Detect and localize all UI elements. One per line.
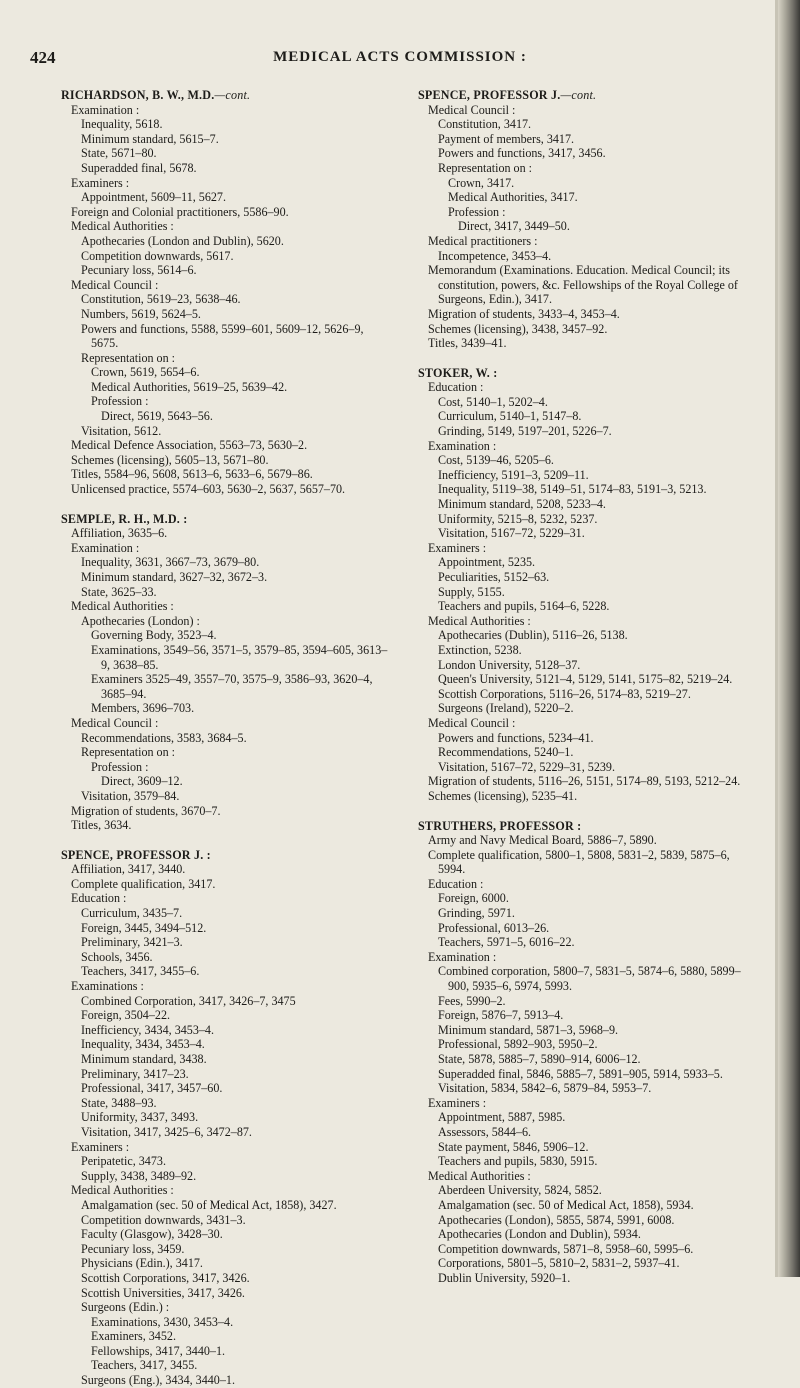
index-subentry: Combined Corporation, 3417, 3426–7, 3475 — [81, 993, 296, 1008]
index-subentry: Teachers and pupils, 5164–6, 5228. — [438, 599, 610, 614]
continued-mark: —cont. — [214, 88, 251, 102]
index-subentry: State, 5671–80. — [81, 146, 157, 161]
index-subentry: Uniformity, 5215–8, 5232, 5237. — [438, 511, 598, 526]
index-subentry: Surgeons (Ireland), 5220–2. — [438, 701, 574, 716]
entry-name: SPENCE, PROFESSOR J. — [418, 88, 561, 102]
index-subentry: Examinations : — [71, 979, 144, 994]
index-entry — [418, 819, 758, 1286]
index-subentry: Representation on : — [81, 745, 176, 760]
index-subentry: Payment of members, 3417. — [438, 131, 575, 146]
index-subentry: Schools, 3456. — [81, 949, 153, 964]
index-subentry: Affiliation, 3635–6. — [71, 526, 168, 541]
index-subentry: Surgeons (Edin.) : — [81, 1300, 170, 1315]
index-subentry: Extinction, 5238. — [438, 642, 522, 657]
entry-heading — [418, 88, 758, 103]
index-subentry: Crown, 3417. — [448, 175, 515, 190]
index-subentry: Examinations, 3549–56, 3571–5, 3579–85, 3594–605, 3613–9, 3638–85. — [91, 642, 388, 672]
index-subentry: Professional, 6013–26. — [438, 920, 550, 935]
index-subentry: Medical Authorities, 5619–25, 5639–42. — [91, 379, 288, 394]
index-subentry: Schemes (licensing), 5605–13, 5671–80. — [71, 452, 269, 467]
entry-heading — [61, 512, 393, 527]
index-subentry: Minimum standard, 5615–7. — [81, 131, 219, 146]
index-subentry: Apothecaries (London and Dublin), 5620. — [81, 233, 284, 248]
index-subentry: Recommendations, 5240–1. — [438, 745, 574, 760]
index-subentry: Pecuniary loss, 3459. — [81, 1241, 185, 1256]
index-subentry: Inequality, 3631, 3667–73, 3679–80. — [81, 555, 260, 570]
index-subentry: Cost, 5140–1, 5202–4. — [438, 394, 548, 409]
index-subentry: Scottish Universities, 3417, 3426. — [81, 1285, 245, 1300]
index-subentry: Appointment, 5235. — [438, 555, 536, 570]
index-subentry: Visitation, 5834, 5842–6, 5879–84, 5953–7. — [438, 1081, 652, 1096]
index-subentry: Titles, 3634. — [71, 818, 132, 833]
index-subentry: Superadded final, 5846, 5885–7, 5891–905, 5914, 5933–5. — [438, 1066, 723, 1081]
index-subentry: Profession : — [91, 759, 149, 774]
index-subentry: Medical practitioners : — [428, 233, 538, 248]
index-subentry: Minimum standard, 5208, 5233–4. — [438, 497, 606, 512]
index-subentry: Education : — [428, 380, 484, 395]
index-subentry: Minimum standard, 3627–32, 3672–3. — [81, 570, 268, 584]
index-subentry: Teachers, 5971–5, 6016–22. — [438, 935, 575, 950]
index-subentry: Medical Authorities, 3417. — [448, 190, 578, 205]
index-subentry: Faculty (Glasgow), 3428–30. — [81, 1227, 223, 1242]
index-subentry: Incompetence, 3453–4. — [438, 248, 552, 263]
index-subentry: Powers and functions, 5588, 5599–601, 5609–12, 5626–9, 5675. — [81, 321, 364, 351]
index-subentry: Examiners : — [428, 540, 487, 555]
index-subentry: Peripatetic, 3473. — [81, 1154, 166, 1169]
index-subentry: Peculiarities, 5152–63. — [438, 570, 550, 584]
entry-heading — [418, 366, 758, 381]
index-subentry: Combined corporation, 5800–7, 5831–5, 5874–6, 5880, 5899–900, 5935–6, 5974, 5993. — [438, 964, 741, 994]
index-subentry: Examiners 3525–49, 3557–70, 3575–9, 3586–93, 3620–4, 3685–94. — [91, 672, 373, 701]
index-subentry: Physicians (Edin.), 3417. — [81, 1256, 203, 1271]
index-subentry: Memorandum (Examinations. Education. Medical Council; its constitution, powers, &c. Fellowships of the Royal College of Surgeons, Edin.), 3417. — [428, 263, 738, 307]
index-subentry: Medical Authorities : — [71, 219, 174, 234]
index-subentry: Professional, 5892–903, 5950–2. — [438, 1037, 598, 1052]
index-subentry: Complete qualification, 5800–1, 5808, 5831–2, 5839, 5875–6, 5994. — [428, 847, 730, 877]
index-subentry: Medical Defence Association, 5563–73, 5630–2. — [71, 438, 308, 453]
index-subentry: Preliminary, 3417–23. — [81, 1066, 189, 1081]
index-subentry: Foreign, 3445, 3494–512. — [81, 920, 207, 935]
index-subentry: Visitation, 5612. — [81, 423, 162, 438]
index-subentry: Medical Authorities : — [428, 613, 531, 628]
index-subentry: State, 3625–33. — [81, 584, 157, 599]
index-subentry: Recommendations, 3583, 3684–5. — [81, 730, 247, 745]
index-subentry: Teachers and pupils, 5830, 5915. — [438, 1154, 598, 1169]
index-subentry: Appointment, 5609–11, 5627. — [81, 190, 227, 205]
entry-heading — [61, 848, 393, 863]
index-subentry: Schemes (licensing), 3438, 3457–92. — [428, 321, 608, 336]
index-subentry: Examination : — [428, 949, 497, 964]
left-column — [61, 88, 393, 1388]
index-subentry: Medical Authorities : — [71, 599, 174, 614]
index-entry — [61, 848, 393, 1388]
index-subentry: Foreign, 3504–22. — [81, 1008, 171, 1023]
index-subentry: Appointment, 5887, 5985. — [438, 1110, 566, 1125]
index-subentry: Competition downwards, 5617. — [81, 248, 234, 263]
index-subentry: Curriculum, 5140–1, 5147–8. — [438, 409, 582, 424]
index-subentry: Migration of students, 3670–7. — [71, 803, 221, 818]
entry-name: RICHARDSON, B. W., M.D. — [61, 88, 215, 102]
index-subentry: Crown, 5619, 5654–6. — [91, 365, 200, 380]
entry-heading — [61, 88, 393, 103]
index-subentry: Complete qualification, 3417. — [71, 876, 216, 891]
index-subentry: Constitution, 3417. — [438, 117, 532, 132]
index-subentry: Inequality, 5119–38, 5149–51, 5174–83, 5191–3, 5213. — [438, 482, 707, 497]
index-entry — [61, 512, 393, 833]
index-subentry: Unlicensed practice, 5574–603, 5630–2, 5637, 5657–70. — [71, 482, 346, 497]
index-subentry: Schemes (licensing), 5235–41. — [428, 788, 578, 803]
index-subentry: Army and Navy Medical Board, 5886–7, 5890. — [428, 833, 657, 848]
index-subentry: Foreign, 6000. — [438, 891, 509, 906]
index-subentry: Examiners, 3452. — [91, 1329, 176, 1344]
page-header — [30, 48, 770, 72]
index-subentry: Examiners : — [71, 1139, 130, 1154]
index-subentry: Powers and functions, 5234–41. — [438, 730, 594, 745]
index-subentry: Medical Authorities : — [71, 1183, 174, 1198]
index-subentry: Apothecaries (London), 5855, 5874, 5991, 6008. — [438, 1212, 675, 1227]
index-subentry: Visitation, 3417, 3425–6, 3472–87. — [81, 1124, 252, 1139]
index-subentry: Inequality, 5618. — [81, 117, 163, 132]
index-subentry: Supply, 3438, 3489–92. — [81, 1168, 197, 1183]
index-subentry: Competition downwards, 3431–3. — [81, 1212, 246, 1227]
index-subentry: Grinding, 5149, 5197–201, 5226–7. — [438, 424, 612, 439]
index-subentry: Examination : — [71, 102, 140, 117]
entry-name: SPENCE, PROFESSOR J. : — [61, 847, 211, 862]
index-subentry: State payment, 5846, 5906–12. — [438, 1139, 589, 1154]
index-subentry: Members, 3696–703. — [91, 701, 195, 716]
entry-name: STRUTHERS, PROFESSOR : — [418, 818, 582, 833]
index-subentry: Medical Council : — [428, 715, 516, 730]
index-subentry: Constitution, 5619–23, 5638–46. — [81, 292, 241, 307]
index-subentry: Foreign, 5876–7, 5913–4. — [438, 1008, 564, 1023]
index-subentry: Titles, 5584–96, 5608, 5613–6, 5633–6, 5679–86. — [71, 467, 313, 482]
index-subentry: Pecuniary loss, 5614–6. — [81, 263, 197, 278]
index-subentry: Teachers, 3417, 3455. — [91, 1358, 198, 1373]
continued-mark: —cont. — [560, 88, 597, 102]
running-title: MEDICAL ACTS COMMISSION : — [273, 49, 527, 65]
index-subentry: Medical Council : — [428, 102, 516, 117]
index-subentry: Visitation, 5167–72, 5229–31, 5239. — [438, 759, 615, 774]
page-number: 424 — [30, 48, 56, 67]
index-subentry: Superadded final, 5678. — [81, 160, 197, 175]
index-subentry: Scottish Corporations, 3417, 3426. — [81, 1270, 250, 1285]
index-subentry: Profession : — [448, 204, 506, 219]
index-subentry: Medical Authorities : — [428, 1168, 531, 1183]
index-subentry: Surgeons (Eng.), 3434, 3440–1. — [81, 1373, 235, 1388]
book-binding-edge — [778, 0, 800, 1277]
index-subentry: Apothecaries (London) : — [81, 613, 200, 628]
index-subentry: Examination : — [428, 438, 497, 453]
index-subentry: Direct, 5619, 5643–56. — [101, 409, 213, 424]
index-subentry: Cost, 5139–46, 5205–6. — [438, 453, 554, 468]
index-subentry: Queen's University, 5121–4, 5129, 5141, 5175–82, 5219–24. — [438, 672, 733, 687]
index-subentry: Corporations, 5801–5, 5810–2, 5831–2, 5937–41. — [438, 1256, 680, 1271]
index-subentry: Inefficiency, 5191–3, 5209–11. — [438, 467, 589, 482]
index-subentry: Inefficiency, 3434, 3453–4. — [81, 1022, 214, 1037]
index-subentry: Education : — [428, 876, 484, 891]
entry-heading — [418, 819, 758, 834]
index-subentry: Representation on : — [81, 350, 176, 365]
index-subentry: Grinding, 5971. — [438, 906, 515, 921]
index-subentry: Numbers, 5619, 5624–5. — [81, 306, 201, 321]
index-subentry: Preliminary, 3421–3. — [81, 935, 183, 950]
index-subentry: Medical Council : — [71, 715, 159, 730]
index-entry — [418, 366, 758, 804]
index-subentry: Apothecaries (Dublin), 5116–26, 5138. — [438, 628, 628, 643]
index-subentry: Scottish Corporations, 5116–26, 5174–83, 5219–27. — [438, 686, 691, 701]
index-subentry: Direct, 3609–12. — [101, 774, 183, 789]
index-subentry: Powers and functions, 3417, 3456. — [438, 146, 606, 161]
index-subentry: Examinations, 3430, 3453–4. — [91, 1314, 234, 1329]
index-subentry: Competition downwards, 5871–8, 5958–60, 5995–6. — [438, 1241, 694, 1256]
entry-name: SEMPLE, R. H., M.D. : — [61, 511, 188, 526]
index-subentry: Minimum standard, 5871–3, 5968–9. — [438, 1022, 619, 1037]
index-subentry: Titles, 3439–41. — [428, 336, 507, 351]
index-subentry: Dublin University, 5920–1. — [438, 1270, 571, 1285]
index-subentry: Visitation, 3579–84. — [81, 788, 180, 803]
index-subentry: Minimum standard, 3438. — [81, 1052, 207, 1066]
index-subentry: Curriculum, 3435–7. — [81, 906, 183, 921]
index-subentry: London University, 5128–37. — [438, 657, 581, 672]
entry-name: STOKER, W. : — [418, 365, 498, 380]
index-subentry: Examiners : — [428, 1095, 487, 1110]
index-subentry: Supply, 5155. — [438, 584, 505, 599]
index-entry — [61, 88, 393, 497]
index-subentry: Direct, 3417, 3449–50. — [458, 219, 570, 234]
right-column — [418, 88, 758, 1286]
index-subentry: Fellowships, 3417, 3440–1. — [91, 1343, 226, 1358]
index-subentry: Assessors, 5844–6. — [438, 1124, 532, 1139]
index-subentry: Migration of students, 5116–26, 5151, 5174–89, 5193, 5212–24. — [428, 774, 741, 789]
index-subentry: Teachers, 3417, 3455–6. — [81, 964, 200, 979]
index-subentry: Migration of students, 3433–4, 3453–4. — [428, 306, 620, 321]
index-subentry: Fees, 5990–2. — [438, 993, 506, 1008]
index-subentry: Inequality, 3434, 3453–4. — [81, 1037, 205, 1052]
index-subentry: Professional, 3417, 3457–60. — [81, 1081, 223, 1096]
index-subentry: Examiners : — [71, 175, 130, 190]
index-subentry: Examination : — [71, 540, 140, 555]
index-subentry: Apothecaries (London and Dublin), 5934. — [438, 1227, 641, 1242]
index-subentry: State, 5878, 5885–7, 5890–914, 6006–12. — [438, 1052, 641, 1066]
index-subentry: Affiliation, 3417, 3440. — [71, 862, 186, 877]
index-subentry: Governing Body, 3523–4. — [91, 628, 217, 643]
index-subentry: Amalgamation (sec. 50 of Medical Act, 1858), 3427. — [81, 1197, 337, 1212]
index-subentry: Aberdeen University, 5824, 5852. — [438, 1183, 602, 1198]
index-entry — [418, 88, 758, 351]
index-subentry: Education : — [71, 891, 127, 906]
index-subentry: State, 3488–93. — [81, 1095, 157, 1110]
index-subentry: Foreign and Colonial practitioners, 5586–90. — [71, 204, 289, 219]
index-subentry: Medical Council : — [71, 277, 159, 292]
index-subentry: Uniformity, 3437, 3493. — [81, 1110, 199, 1125]
index-subentry: Amalgamation (sec. 50 of Medical Act, 1858), 5934. — [438, 1197, 694, 1212]
index-subentry: Visitation, 5167–72, 5229–31. — [438, 526, 585, 541]
index-subentry: Representation on : — [438, 160, 533, 175]
index-subentry: Profession : — [91, 394, 149, 409]
